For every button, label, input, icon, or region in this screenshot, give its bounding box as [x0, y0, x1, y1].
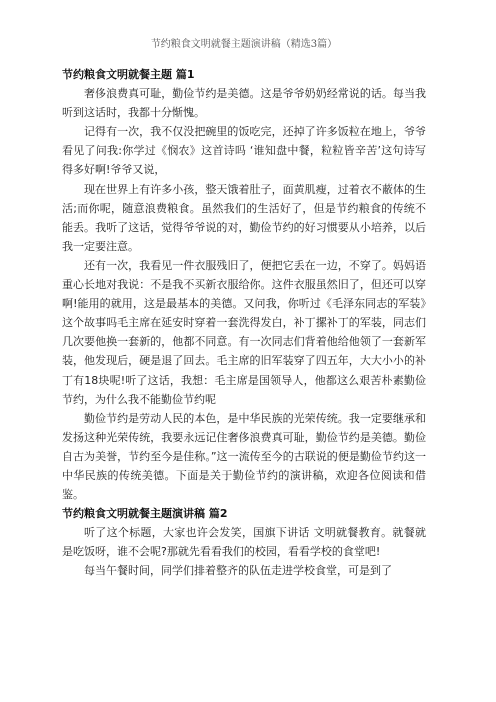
section-heading: 节约粮食文明就餐主题 篇1: [62, 68, 195, 81]
section-2: [62, 504, 426, 580]
paragraph: 现在世界上有许多小孩，整天饿着肚子，面黄肌瘦，过着衣不蔽体的生活;而你呢，随意浪费粮食。虽然我们的生活好了，但是节约粮食的传统不能丢。我听了这话，觉得爷爷说的对，勤俭节约的好习惯要从小培养，以后我一定要注意。: [62, 182, 426, 253]
paragraph: 记得有一次，我不仅没把碗里的饭吃完，还掉了许多饭粒在地上，爷爷看见了问我:你学过《悯农》这首诗吗 ‘谁知盘中餐，粒粒皆辛苦’这句诗写得多好啊!爷爷又说，: [62, 125, 426, 177]
section-heading: 节约粮食文明就餐主题演讲稿 篇2: [62, 507, 228, 521]
paragraph: 勤俭节约是劳动人民的本色，是中华民族的光荣传统。我一定要继承和发扬这种光荣传统，我要永远记住奢侈浪费真可耻，勤俭节约是美德。勤俭自古为美誉，节约至今是佳称。”这一流传至今的古联说的便是勤俭节约这一中华民族的传统美德。下面是关于勤俭节约的演讲稿，欢迎各位阅读和借鉴。: [62, 411, 426, 502]
paragraph: 奢侈浪费真可耻，勤俭节约是美德。这是爷爷奶奶经常说的话。每当我听到这话时，我都十分惭愧。: [62, 87, 426, 120]
paragraph: 每当午餐时间，同学们排着整齐的队伍走进学校食堂，可是到了: [84, 564, 392, 578]
paragraph: 还有一次，我看见一件衣服残旧了，便把它丢在一边，不穿了。妈妈语重心长地对我说：不是我不买新衣服给你。这件衣服虽然旧了，但还可以穿啊!能用的就用，这是最基本的美德。又问我，你听过《毛泽东同志的军装》这个故事吗毛主席在延安时穿着一套洗得发白，补丁摞补丁的军装，同志们几次要他换一套新的，他都不同意。有一次同志们背着他给他领了一套新军装，他发现后，硬是退了回去。毛主席的旧军装穿了四五年，大大小小的补丁有18块呢!听了这话，我想：毛主席是国领导人，他都这么艰苦朴素勤俭节约，为什么我不能勤俭节约呢: [62, 258, 426, 406]
document-body: [62, 65, 426, 581]
paragraph: 听了这个标题，大家也许会发笑，国旗下讲话 文明就餐教育。就餐就是吃饭呀，谁不会呢?那就先看看我们的校园，看看学校的食堂吧!: [62, 526, 426, 559]
section-1: [62, 65, 426, 504]
document-title: 节约粮食文明就餐主题演讲稿（精选3篇）: [150, 39, 338, 50]
